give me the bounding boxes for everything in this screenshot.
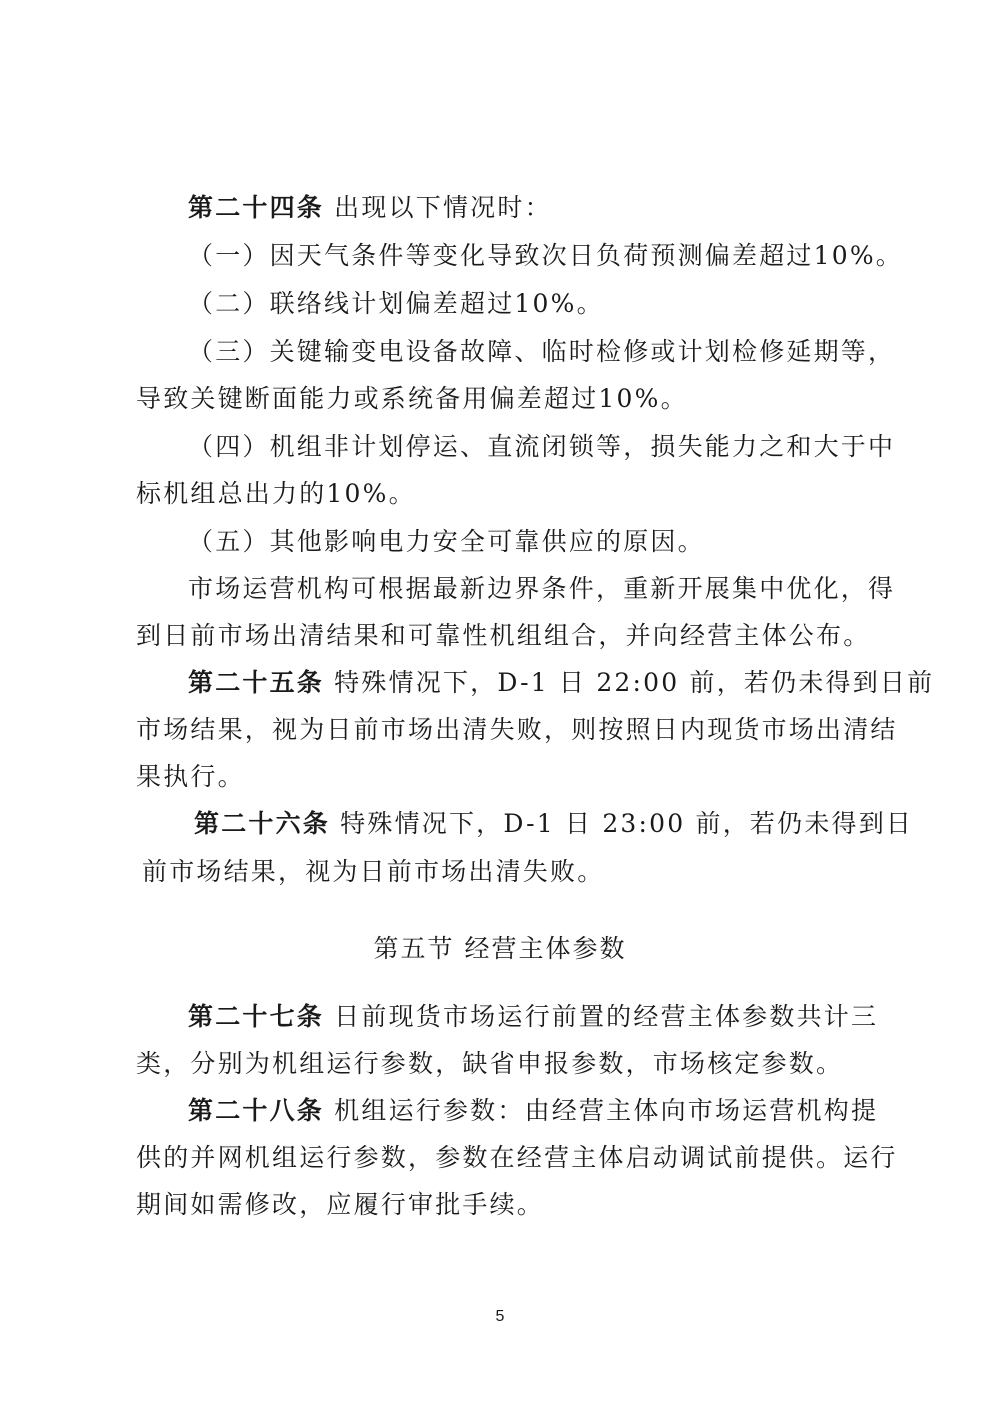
article-26-line-1	[194, 807, 914, 841]
article-24-item-3-line-2: 导致关键断面能力或系统备用偏差超过10%。	[136, 384, 688, 413]
article-24-intro: 出现以下情况时：	[334, 193, 552, 222]
article-27-line-2: 类，分别为机组运行参数，缺省申报参数，市场核定参数。	[136, 1049, 844, 1078]
article-24-heading-line	[188, 191, 878, 225]
article-24-item-1: （一）因天气条件等变化导致次日负荷预测偏差超过10%。	[188, 241, 903, 270]
article-26-title: 第二十六条	[194, 809, 331, 838]
article-28-line-3: 期间如需修改，应履行审批手续。	[136, 1190, 545, 1219]
article-28-title: 第二十八条	[188, 1096, 325, 1125]
section-heading: 第五节 经营主体参数	[373, 934, 627, 963]
article-25-line-3: 果执行。	[136, 762, 245, 791]
article-27-title: 第二十七条	[188, 1002, 325, 1031]
article-26-text-1: 特殊情况下，D-1 日 23:00 前，若仍未得到日	[340, 809, 914, 838]
article-26-line-2: 前市场结果，视为日前市场出清失败。	[142, 857, 605, 886]
article-24-title: 第二十四条	[188, 193, 325, 222]
article-25-line-1	[188, 666, 935, 700]
article-25-line-2: 市场结果，视为日前市场出清失败，则按照日内现货市场出清结	[136, 715, 898, 744]
article-24-item-4-line-1: （四）机组非计划停运、直流闭锁等，损失能力之和大于中	[188, 432, 896, 461]
article-24-item-2: （二）联络线计划偏差超过10%。	[188, 289, 604, 318]
article-27-text-1: 日前现货市场运行前置的经营主体参数共计三	[334, 1002, 879, 1031]
page-number: 5	[495, 1308, 505, 1325]
article-24-item-4-line-2: 标机组总出力的10%。	[136, 479, 416, 508]
article-25-text-1: 特殊情况下，D-1 日 22:00 前，若仍未得到日前	[334, 668, 935, 697]
article-27-line-1	[188, 1000, 878, 1034]
article-24-item-5: （五）其他影响电力安全可靠供应的原因。	[188, 527, 705, 556]
article-28-line-2: 供的并网机组运行参数，参数在经营主体启动调试前提供。运行	[136, 1143, 898, 1172]
article-25-title: 第二十五条	[188, 668, 325, 697]
article-24-item-3-line-1: （三）关键输变电设备故障、临时检修或计划检修延期等，	[188, 337, 896, 366]
article-28-text-1: 机组运行参数：由经营主体向市场运营机构提	[334, 1096, 879, 1125]
article-24-paragraph-line-1: 市场运营机构可根据最新边界条件，重新开展集中优化，得	[188, 574, 896, 603]
article-28-line-1	[188, 1094, 878, 1128]
article-24-paragraph-line-2: 到日前市场出清结果和可靠性机组组合，并向经营主体公布。	[136, 621, 871, 650]
